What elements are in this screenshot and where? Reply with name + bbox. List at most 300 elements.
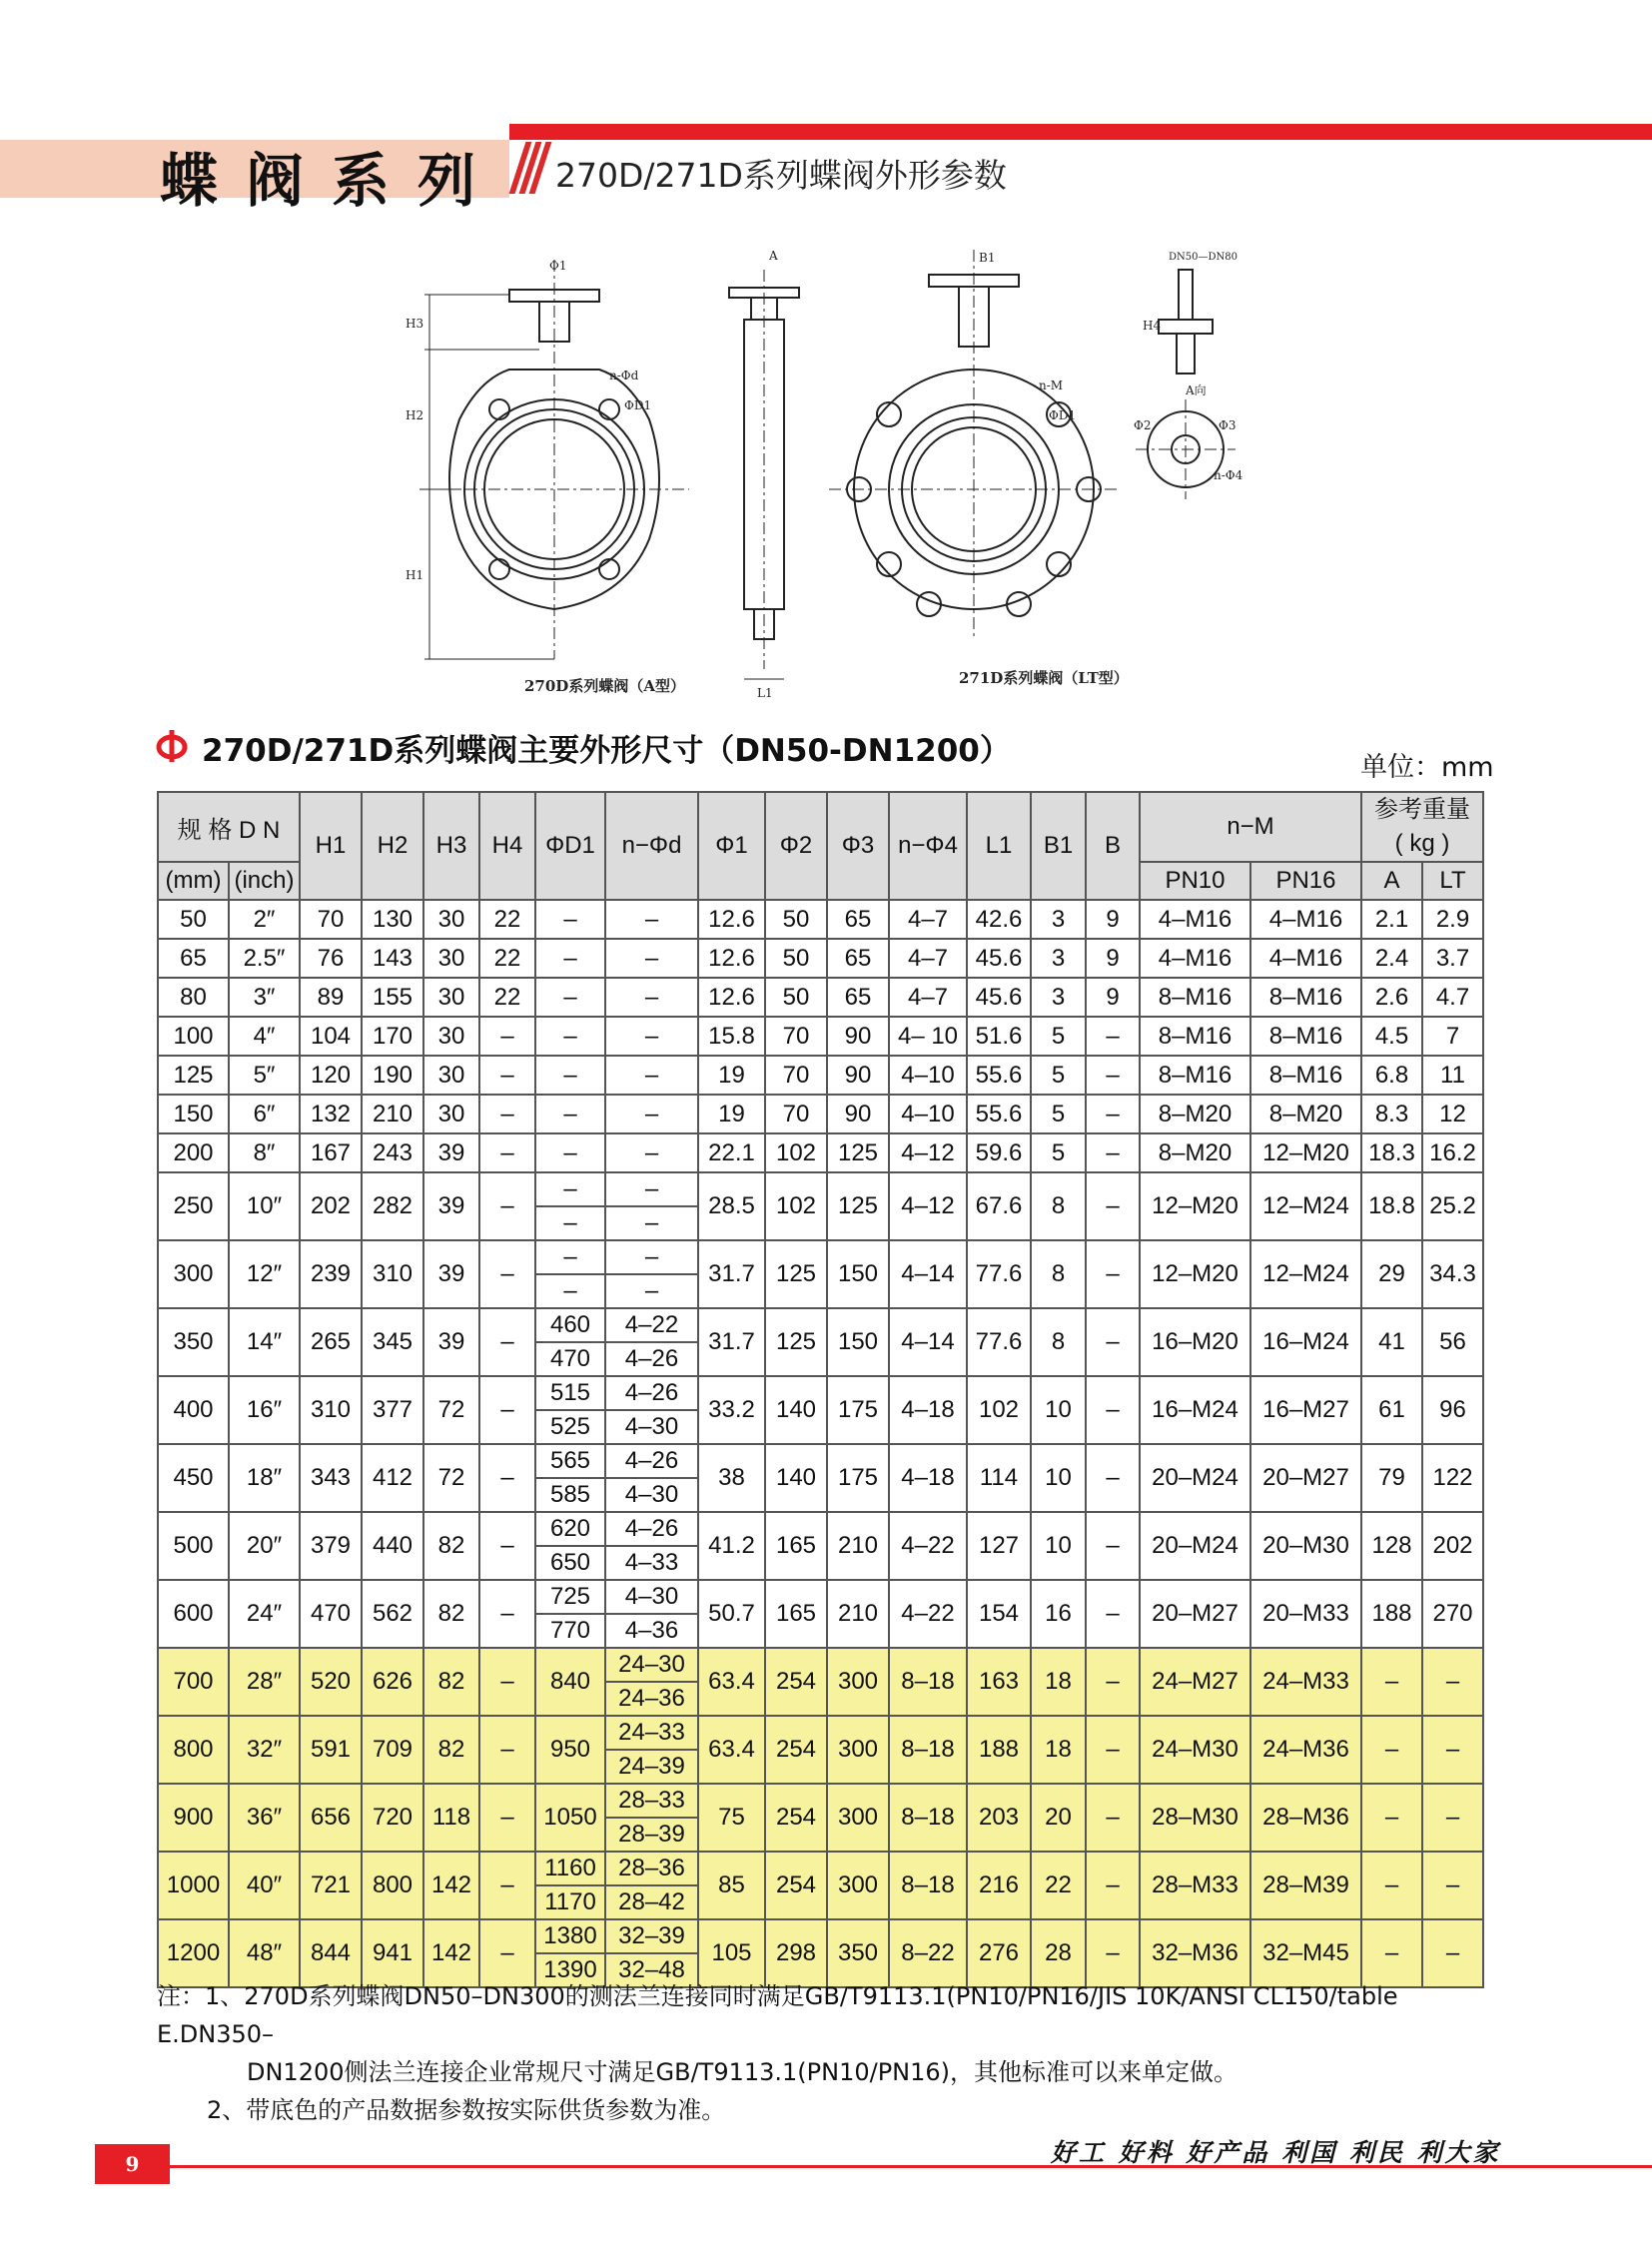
cell-mm: 125 — [158, 1056, 229, 1095]
header-nphid: n−Φd — [605, 792, 698, 900]
cell-nphid-value: 32–48 — [618, 1956, 685, 1983]
cell-h4: – — [479, 1512, 535, 1580]
cell-nphid-value: 4–22 — [606, 1309, 697, 1343]
cell-pn16: 8–M16 — [1250, 1017, 1361, 1056]
cell-phid1-value: 470 — [549, 1345, 591, 1372]
cell-b: – — [1086, 1852, 1140, 1919]
valve-a-side-view — [729, 270, 799, 679]
cell-pn10: 8–M16 — [1140, 978, 1250, 1017]
cell-wlt: 270 — [1422, 1580, 1483, 1648]
cell-b: – — [1086, 1095, 1140, 1133]
cell-h3: 30 — [423, 978, 479, 1017]
cell-p1: 50.7 — [698, 1580, 765, 1648]
cell-h1: 89 — [300, 978, 362, 1017]
cell-mm: 900 — [158, 1784, 229, 1852]
cell-h3: 142 — [423, 1919, 479, 1987]
cell-h2: 282 — [362, 1172, 423, 1240]
cell-p2: 70 — [765, 1095, 827, 1133]
cell-inch: 3″ — [229, 978, 300, 1017]
cell-p1: 31.7 — [698, 1240, 765, 1308]
cell-p2: 70 — [765, 1017, 827, 1056]
cell-h1: 656 — [300, 1784, 362, 1852]
cell-p1: 15.8 — [698, 1017, 765, 1056]
cell-h2: 709 — [362, 1716, 423, 1784]
cell-b: 9 — [1086, 978, 1140, 1017]
cell-phid1: – — [535, 978, 605, 1017]
cell-p1: 33.2 — [698, 1376, 765, 1444]
cell-l1: 216 — [967, 1852, 1031, 1919]
cell-wa: 2.4 — [1361, 939, 1422, 978]
phi-icon — [155, 729, 189, 763]
cell-l1: 51.6 — [967, 1017, 1031, 1056]
cell-phid1: 1050 — [535, 1784, 605, 1852]
cell-b1: 5 — [1031, 1095, 1086, 1133]
cell-h4: – — [479, 1852, 535, 1919]
cell-h1: 721 — [300, 1852, 362, 1919]
cell-l1: 127 — [967, 1512, 1031, 1580]
cell-b: – — [1086, 1512, 1140, 1580]
cell-p2: 125 — [765, 1240, 827, 1308]
cell-nphid — [605, 1444, 698, 1512]
cell-h3: 39 — [423, 1133, 479, 1172]
cell-p3: 65 — [827, 978, 889, 1017]
cell-h4: – — [479, 1716, 535, 1784]
cell-p2: 165 — [765, 1580, 827, 1648]
cell-wa: 29 — [1361, 1240, 1422, 1308]
cell-phid1-value: – — [563, 1209, 577, 1236]
note-2: 2、带底色的产品数据参数按实际供货参数为准。 — [207, 2096, 726, 2124]
notes — [157, 1977, 1495, 2129]
cell-pn10: 4–M16 — [1140, 900, 1250, 939]
cell-inch: 32″ — [229, 1716, 300, 1784]
cell-nphid-value: 4–26 — [624, 1345, 679, 1372]
cell-h1: 167 — [300, 1133, 362, 1172]
cell-b1: 28 — [1031, 1919, 1086, 1987]
cell-p2: 70 — [765, 1056, 827, 1095]
cell-pn16: 20–M33 — [1250, 1580, 1361, 1648]
cell-p1: 12.6 — [698, 939, 765, 978]
cell-b: – — [1086, 1308, 1140, 1376]
cell-mm: 400 — [158, 1376, 229, 1444]
label-phid1b: ΦD1 — [1049, 408, 1077, 422]
cell-p1: 75 — [698, 1784, 765, 1852]
cell-phid1 — [535, 1172, 605, 1240]
cell-nphid — [605, 1580, 698, 1648]
cell-h1: 343 — [300, 1444, 362, 1512]
cell-phid1-value: 565 — [536, 1445, 604, 1479]
header-h3: H3 — [423, 792, 479, 900]
section-title: 270D/271D系列蝶阀主要外形尺寸（DN50-DN1200） — [202, 733, 1011, 769]
cell-p1: 31.7 — [698, 1308, 765, 1376]
cell-nphid-value: – — [606, 1173, 697, 1207]
cell-n4: 4–12 — [889, 1172, 967, 1240]
valve-a-front-view — [419, 260, 689, 659]
cell-pn16: 20–M30 — [1250, 1512, 1361, 1580]
cell-b1: 5 — [1031, 1133, 1086, 1172]
cell-pn16: 16–M24 — [1250, 1308, 1361, 1376]
cell-h2: 626 — [362, 1648, 423, 1716]
cell-b: – — [1086, 1648, 1140, 1716]
cell-nphid-value: 32–39 — [606, 1920, 697, 1954]
cell-phid1: 950 — [535, 1716, 605, 1784]
cell-n4: 4–14 — [889, 1240, 967, 1308]
cell-pn16: 12–M20 — [1250, 1133, 1361, 1172]
cell-wlt: 96 — [1422, 1376, 1483, 1444]
cell-h4: – — [479, 1240, 535, 1308]
header-nphi4: n−Φ4 — [889, 792, 967, 900]
cell-l1: 45.6 — [967, 978, 1031, 1017]
spec-table — [157, 791, 1484, 1988]
caption-271d: 271D系列蝶阀（LT型） — [959, 669, 1129, 687]
cell-inch: 2.5″ — [229, 939, 300, 978]
cell-phid1-value: 1160 — [536, 1853, 604, 1886]
table-row — [158, 1240, 1483, 1308]
cell-inch: 48″ — [229, 1919, 300, 1987]
page-subtitle: 270D/271D系列蝶阀外形参数 — [555, 156, 1007, 195]
cell-nphid: – — [605, 1017, 698, 1056]
cell-nphid — [605, 1512, 698, 1580]
cell-phid1 — [535, 1852, 605, 1919]
cell-h3: 39 — [423, 1172, 479, 1240]
valve-drawings — [400, 240, 1258, 709]
cell-wa: – — [1361, 1648, 1422, 1716]
cell-pn10: 28–M33 — [1140, 1852, 1250, 1919]
cell-phid1: 840 — [535, 1648, 605, 1716]
cell-nphid-value: 4–33 — [624, 1549, 679, 1576]
label-b1: B1 — [979, 251, 996, 265]
cell-mm: 65 — [158, 939, 229, 978]
cell-wa: – — [1361, 1784, 1422, 1852]
cell-b1: 10 — [1031, 1512, 1086, 1580]
cell-p1: 28.5 — [698, 1172, 765, 1240]
cell-phid1-value: 525 — [549, 1413, 591, 1440]
table-row — [158, 1172, 1483, 1240]
cell-b1: 18 — [1031, 1716, 1086, 1784]
cell-h2: 130 — [362, 900, 423, 939]
cell-b: – — [1086, 1784, 1140, 1852]
cell-h3: 82 — [423, 1648, 479, 1716]
header-b1: B1 — [1031, 792, 1086, 900]
header-weight-unit: ( kg ) — [1394, 830, 1450, 857]
cell-pn16: 8–M16 — [1250, 978, 1361, 1017]
cell-n4: 4– 10 — [889, 1017, 967, 1056]
cell-p2: 50 — [765, 978, 827, 1017]
cell-h2: 243 — [362, 1133, 423, 1172]
cell-p1: 12.6 — [698, 978, 765, 1017]
footer-slogan: 好工 好料 好产品 利国 利民 利大家 — [1051, 2138, 1501, 2167]
cell-phid1-value: 460 — [536, 1309, 604, 1343]
cell-phid1-value: 725 — [536, 1581, 604, 1615]
header-nm: n−M — [1140, 792, 1361, 862]
cell-h1: 470 — [300, 1580, 362, 1648]
cell-nphid — [605, 1376, 698, 1444]
cell-pn10: 12–M20 — [1140, 1172, 1250, 1240]
table-row — [158, 1133, 1483, 1172]
cell-p3: 210 — [827, 1512, 889, 1580]
cell-nphid-value: – — [644, 1209, 659, 1236]
cell-p3: 150 — [827, 1240, 889, 1308]
cell-b1: 8 — [1031, 1240, 1086, 1308]
label-dn-range: DN50—DN80 — [1169, 252, 1238, 263]
cell-b1: 16 — [1031, 1580, 1086, 1648]
cell-wa: 18.8 — [1361, 1172, 1422, 1240]
cell-n4: 4–12 — [889, 1133, 967, 1172]
label-nphi4: n-Φ4 — [1214, 468, 1243, 482]
cell-wa: – — [1361, 1716, 1422, 1784]
label-a: A — [769, 249, 778, 263]
header-pn16: PN16 — [1250, 862, 1361, 900]
cell-p2: 50 — [765, 900, 827, 939]
cell-p1: 22.1 — [698, 1133, 765, 1172]
cell-h4: – — [479, 1095, 535, 1133]
note-1-cont: DN1200侧法兰连接企业常规尺寸满足GB/T9113.1(PN10/PN16)，其他标准可以来单定做。 — [247, 2058, 1239, 2086]
cell-h4: – — [479, 1308, 535, 1376]
cell-p3: 90 — [827, 1095, 889, 1133]
cell-h1: 310 — [300, 1376, 362, 1444]
cell-b: – — [1086, 1580, 1140, 1648]
table-row — [158, 939, 1483, 978]
table-row — [158, 1308, 1483, 1376]
cell-h1: 76 — [300, 939, 362, 978]
cell-wlt: – — [1422, 1852, 1483, 1919]
cell-nphid — [605, 1240, 698, 1308]
cell-phid1-value: – — [536, 1241, 604, 1275]
cell-p3: 125 — [827, 1133, 889, 1172]
cell-pn10: 20–M24 — [1140, 1444, 1250, 1512]
cell-p1: 38 — [698, 1444, 765, 1512]
cell-h2: 345 — [362, 1308, 423, 1376]
table-row — [158, 1444, 1483, 1512]
cell-nphid-value: 4–26 — [606, 1513, 697, 1547]
cell-nphid — [605, 1172, 698, 1240]
cell-b1: 3 — [1031, 978, 1086, 1017]
cell-p1: 85 — [698, 1852, 765, 1919]
cell-b1: 8 — [1031, 1308, 1086, 1376]
table-row — [158, 1512, 1483, 1580]
cell-nphid — [605, 1648, 698, 1716]
cell-mm: 50 — [158, 900, 229, 939]
cell-nphid: – — [605, 1133, 698, 1172]
cell-n4: 8–18 — [889, 1784, 967, 1852]
cell-nphid: – — [605, 900, 698, 939]
cell-wlt: 34.3 — [1422, 1240, 1483, 1308]
table-row — [158, 1017, 1483, 1056]
cell-h2: 440 — [362, 1512, 423, 1580]
cell-h3: 72 — [423, 1444, 479, 1512]
cell-h3: 82 — [423, 1580, 479, 1648]
cell-l1: 203 — [967, 1784, 1031, 1852]
cell-mm: 1200 — [158, 1919, 229, 1987]
cell-h2: 143 — [362, 939, 423, 978]
cell-b: – — [1086, 1919, 1140, 1987]
cell-h3: 30 — [423, 1017, 479, 1056]
cell-mm: 500 — [158, 1512, 229, 1580]
cell-pn10: 32–M36 — [1140, 1919, 1250, 1987]
cell-phid1: – — [535, 1017, 605, 1056]
cell-inch: 4″ — [229, 1017, 300, 1056]
cell-p1: 41.2 — [698, 1512, 765, 1580]
cell-n4: 8–18 — [889, 1852, 967, 1919]
cell-pn10: 16–M20 — [1140, 1308, 1250, 1376]
label-h1: H1 — [406, 568, 424, 582]
cell-l1: 276 — [967, 1919, 1031, 1987]
cell-n4: 4–14 — [889, 1308, 967, 1376]
cell-h1: 70 — [300, 900, 362, 939]
cell-phid1-value: 650 — [549, 1549, 591, 1576]
unit-label: 单位：mm — [1360, 752, 1494, 783]
cell-b1: 5 — [1031, 1017, 1086, 1056]
cell-b1: 3 — [1031, 900, 1086, 939]
page-number: 9 — [95, 2144, 170, 2184]
cell-h4: – — [479, 1376, 535, 1444]
cell-b: – — [1086, 1056, 1140, 1095]
cell-l1: 67.6 — [967, 1172, 1031, 1240]
cell-phid1 — [535, 1512, 605, 1580]
header-pn10: PN10 — [1140, 862, 1250, 900]
cell-h3: 30 — [423, 1095, 479, 1133]
cell-pn16: 4–M16 — [1250, 939, 1361, 978]
cell-b1: 10 — [1031, 1376, 1086, 1444]
cell-l1: 163 — [967, 1648, 1031, 1716]
cell-wlt: 16.2 — [1422, 1133, 1483, 1172]
cell-h4: – — [479, 1056, 535, 1095]
cell-p2: 254 — [765, 1852, 827, 1919]
label-phi2: Φ2 — [1134, 418, 1152, 432]
cell-phid1-value: 1390 — [543, 1956, 597, 1983]
cell-nphid-value: 4–36 — [624, 1617, 679, 1644]
cell-n4: 4–22 — [889, 1580, 967, 1648]
cell-wa: 188 — [1361, 1580, 1422, 1648]
cell-wa: 61 — [1361, 1376, 1422, 1444]
cell-b1: 3 — [1031, 939, 1086, 978]
cell-p2: 298 — [765, 1919, 827, 1987]
cell-inch: 16″ — [229, 1376, 300, 1444]
cell-mm: 1000 — [158, 1852, 229, 1919]
table-row — [158, 1580, 1483, 1648]
note-1: 注：1、270D系列蝶阀DN50–DN300的测法兰连接同时满足GB/T9113.1(PN10/PN16/JIS 10K/ANSI CL150/table E.DN350– — [157, 1982, 1398, 2048]
cell-wlt: 7 — [1422, 1017, 1483, 1056]
table-row — [158, 1852, 1483, 1919]
cell-l1: 154 — [967, 1580, 1031, 1648]
cell-h1: 202 — [300, 1172, 362, 1240]
label-phi1: Φ1 — [549, 259, 567, 273]
cell-wa: 8.3 — [1361, 1095, 1422, 1133]
cell-h4: – — [479, 1648, 535, 1716]
cell-h1: 265 — [300, 1308, 362, 1376]
cell-h1: 104 — [300, 1017, 362, 1056]
valve-lt-front-view — [829, 250, 1119, 639]
cell-wlt: – — [1422, 1919, 1483, 1987]
cell-h4: – — [479, 1133, 535, 1172]
cell-nphid-value: 28–39 — [618, 1821, 685, 1848]
header-h1: H1 — [300, 792, 362, 900]
label-h4: H4 — [1143, 319, 1162, 333]
cell-pn16: 32–M45 — [1250, 1919, 1361, 1987]
cell-inch: 2″ — [229, 900, 300, 939]
cell-n4: 4–10 — [889, 1056, 967, 1095]
cell-wa: 41 — [1361, 1308, 1422, 1376]
header-h2: H2 — [362, 792, 423, 900]
cell-p2: 165 — [765, 1512, 827, 1580]
cell-nphid-value: 28–33 — [606, 1785, 697, 1819]
cell-nphid-value: 4–26 — [606, 1377, 697, 1411]
cell-nphid — [605, 1852, 698, 1919]
cell-inch: 28″ — [229, 1648, 300, 1716]
cell-h3: 30 — [423, 900, 479, 939]
cell-phid1: – — [535, 1056, 605, 1095]
cell-p3: 65 — [827, 900, 889, 939]
cell-nphid: – — [605, 978, 698, 1017]
cell-pn10: 16–M24 — [1140, 1376, 1250, 1444]
cell-wlt: 3.7 — [1422, 939, 1483, 978]
header-weight-lt: LT — [1422, 862, 1483, 900]
cell-p3: 150 — [827, 1308, 889, 1376]
cell-wlt: 25.2 — [1422, 1172, 1483, 1240]
cell-wa: 4.5 — [1361, 1017, 1422, 1056]
cell-b: – — [1086, 1376, 1140, 1444]
cell-nphid — [605, 1308, 698, 1376]
cell-p3: 175 — [827, 1444, 889, 1512]
cell-b1: 22 — [1031, 1852, 1086, 1919]
table-row — [158, 1784, 1483, 1852]
cell-pn10: 28–M30 — [1140, 1784, 1250, 1852]
cell-l1: 102 — [967, 1376, 1031, 1444]
cell-p1: 19 — [698, 1095, 765, 1133]
cell-phid1: – — [535, 1095, 605, 1133]
cell-phid1-value: 1380 — [536, 1920, 604, 1954]
cell-phid1 — [535, 1376, 605, 1444]
cell-p3: 175 — [827, 1376, 889, 1444]
cell-inch: 12″ — [229, 1240, 300, 1308]
cell-h1: 132 — [300, 1095, 362, 1133]
cell-inch: 24″ — [229, 1580, 300, 1648]
cell-mm: 600 — [158, 1580, 229, 1648]
cell-wlt: 11 — [1422, 1056, 1483, 1095]
cell-nphid — [605, 1716, 698, 1784]
cell-p2: 254 — [765, 1784, 827, 1852]
cell-inch: 40″ — [229, 1852, 300, 1919]
cell-wlt: – — [1422, 1648, 1483, 1716]
cell-p2: 102 — [765, 1172, 827, 1240]
cell-b: – — [1086, 1444, 1140, 1512]
cell-nphid-value: 28–36 — [606, 1853, 697, 1886]
cell-n4: 8–18 — [889, 1716, 967, 1784]
cell-nphid-value: 28–42 — [618, 1888, 685, 1915]
cell-l1: 45.6 — [967, 939, 1031, 978]
cell-h1: 379 — [300, 1512, 362, 1580]
cell-wlt: 122 — [1422, 1444, 1483, 1512]
cell-wlt: 4.7 — [1422, 978, 1483, 1017]
cell-phid1-value: – — [536, 1173, 604, 1207]
cell-phid1-value: 770 — [549, 1617, 591, 1644]
cell-h4: – — [479, 1444, 535, 1512]
cell-phid1 — [535, 1308, 605, 1376]
cell-h4: 22 — [479, 939, 535, 978]
cell-mm: 800 — [158, 1716, 229, 1784]
cell-phid1-value: 620 — [536, 1513, 604, 1547]
cell-n4: 4–10 — [889, 1095, 967, 1133]
table-row — [158, 1648, 1483, 1716]
cell-h3: 39 — [423, 1240, 479, 1308]
cell-pn16: 12–M24 — [1250, 1240, 1361, 1308]
cell-pn16: 24–M36 — [1250, 1716, 1361, 1784]
cell-h3: 39 — [423, 1308, 479, 1376]
cell-p3: 65 — [827, 939, 889, 978]
cell-phid1 — [535, 1444, 605, 1512]
cell-wlt: – — [1422, 1716, 1483, 1784]
cell-p3: 90 — [827, 1017, 889, 1056]
cell-n4: 4–7 — [889, 939, 967, 978]
